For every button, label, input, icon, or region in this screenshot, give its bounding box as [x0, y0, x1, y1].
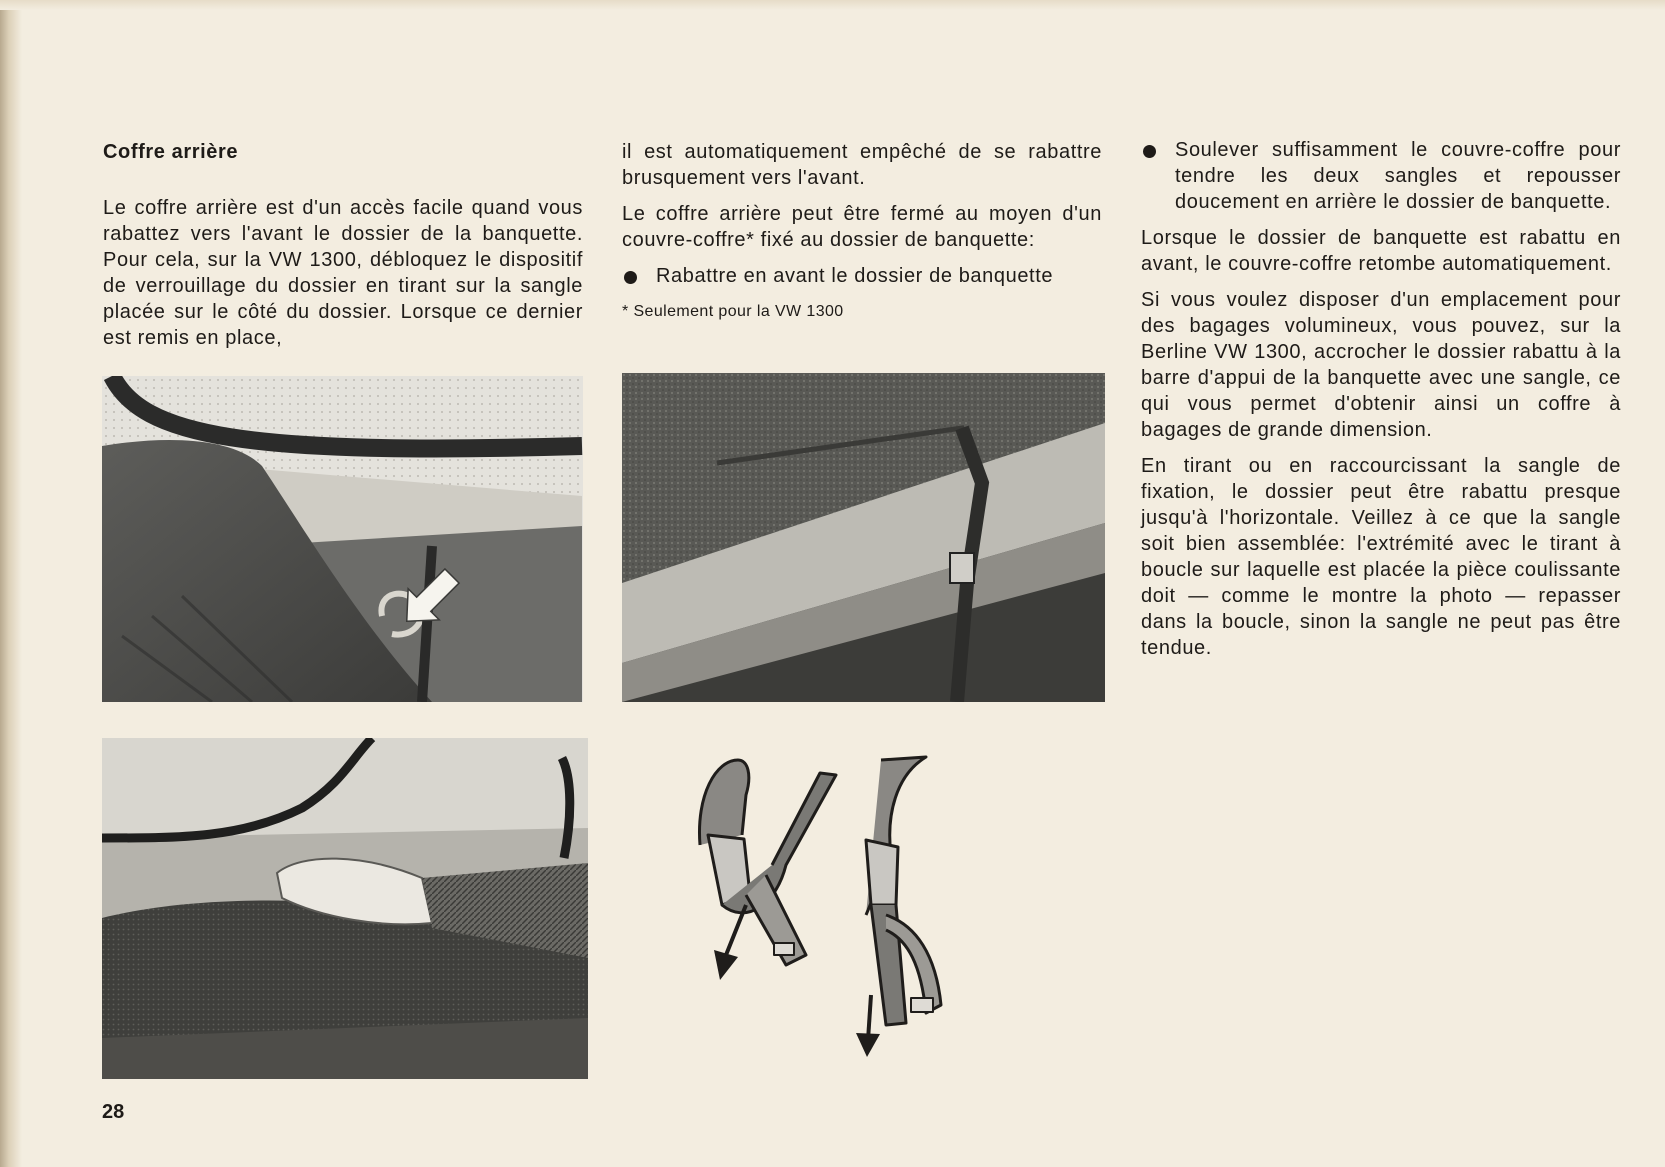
- column-3: [1141, 137, 1621, 671]
- strap-illustration: [686, 755, 1006, 1065]
- col2-bullet-item: [622, 263, 1102, 289]
- page-number: 28: [102, 1101, 125, 1123]
- bullet-dot: [624, 271, 637, 284]
- page-top-edge: [0, 0, 1665, 10]
- column-2: [622, 139, 1102, 335]
- section-heading: Coffre arrière: [103, 141, 239, 163]
- photo-seat-strap: [102, 376, 583, 702]
- col3-paragraph-2: Si vous voulez disposer d'un emplacement pour des bagages volumineux, vous pouvez, sur la Berline VW 1300, accrocher le dossier rabattu à la barre d'appui de la banquette avec une sangle, ce qui vous permet d'obtenir ainsi un coffre à bagages de grande dimension.: [1141, 289, 1621, 441]
- page-binding-edge: [0, 0, 22, 1167]
- column-1: [103, 139, 583, 361]
- footnote: * Seulement pour la VW 1300: [622, 303, 844, 320]
- col3-paragraph-3: En tirant ou en raccourcissant la sangle de fixation, le dossier peut être rabattu presque jusqu'à l'horizontale. Veillez à ce que la sangle soit bien assemblée: l'extrémité avec le tirant à boucle sur laquelle est placée la pièce coulissante doit — comme le montre la photo — repasser dans la boucle, sinon la sangle ne peut pas être tendue.: [1141, 455, 1621, 659]
- col2-bullet-text: Rabattre en avant le dossier de banquette: [656, 265, 1054, 287]
- col3-bullet-text: Soulever suffisamment le couvre-coffre pour tendre les deux sangles et repousser doucement en arrière le dossier de banquette.: [1175, 139, 1621, 213]
- col2-paragraph-1: il est automatiquement empêché de se rabattre brusquement vers l'avant.: [622, 141, 1102, 189]
- photo-folded-bench: [622, 373, 1105, 702]
- arrow-down-icon: [714, 905, 746, 980]
- arrow-down-icon: [856, 995, 880, 1057]
- photo-hand-lifting-cover: [102, 738, 588, 1079]
- bullet-dot: [1143, 145, 1156, 158]
- col2-paragraph-2: Le coffre arrière peut être fermé au moyen d'un couvre-coffre* fixé au dossier de banquette:: [622, 203, 1102, 251]
- col3-bullet-item: [1141, 137, 1621, 215]
- col1-paragraph: Le coffre arrière est d'un accès facile quand vous rabattez vers l'avant le dossier de la banquette. Pour cela, sur la VW 1300, débloquez le dispositif de verrouillage du dossier en tirant sur la sangle placée sur le côté du dossier. Lorsque ce dernier est remis en place,: [103, 197, 583, 349]
- col3-paragraph-1: Lorsque le dossier de banquette est rabattu en avant, le couvre-coffre retombe automatiquement.: [1141, 227, 1621, 275]
